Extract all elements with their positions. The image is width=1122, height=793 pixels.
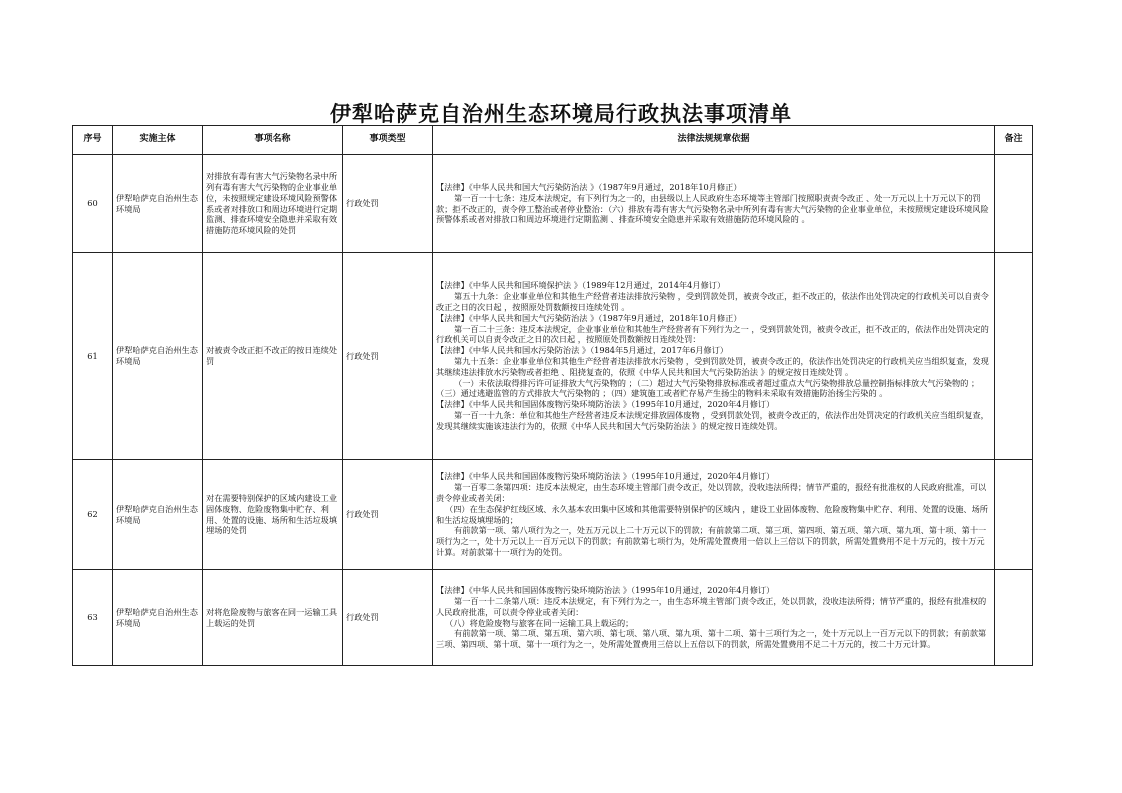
basis-article: 第九十五条：企业事业单位和其他生产经营者违法排放水污染物 ，受到罚款处罚，被责令改正的，依法作出处罚决定的行政机关应当组织复查，发现其继续违法排放水污染物或者拒绝 、阻挠复查的，依照《中华人民共和国大气污染防治法 》的规定按日连续处罚 。 — [436, 356, 989, 377]
row-type: 行政处罚 — [343, 155, 433, 253]
row-seq: 61 — [73, 253, 113, 460]
table-row — [73, 155, 1033, 253]
basis-article: 第一百一十二条第八项：违反本法规定，有下列行为之一，由生态环境主管部门责令改正，处以罚款，没收违法所得；情节严重的，报经有批准权的人民政府批准，可以责令停业或者关闭： — [436, 595, 987, 617]
table-row — [73, 460, 1033, 570]
table-row — [73, 570, 1033, 666]
row-name: 对被责令改正拒不改正的按日连续处罚 — [203, 253, 343, 460]
row-basis — [433, 460, 995, 570]
row-basis — [433, 570, 995, 666]
row-basis — [433, 253, 995, 460]
basis-article: 第五十九条：企业事业单位和其他生产经营者违法排放污染物 ，受到罚款处罚，被责令改正，拒不改正的，依法作出处罚决定的行政机关可以自责令改正之日的次日起 ，按照原处罚数额按日连续处罚 。 — [436, 291, 989, 312]
row-note — [995, 155, 1033, 253]
basis-law-header: 【法律】《中华人民共和国固体废物污染环境防治法 》（1995年10月通过，2020年4月修订） — [436, 585, 775, 596]
table-row — [73, 253, 1033, 460]
basis-law-header: 【法律】《中华人民共和国水污染防治法 》（1984年5月通过，2017年6月修订） — [436, 345, 729, 356]
row-name: 对将危险废物与旅客在同一运输工具上载运的处罚 — [203, 570, 343, 666]
basis-penalty: 有前款第一项、第八项行为之一，处五万元以上二十万元以下的罚款；有前款第二项、第三项、第四项、第五项、第六项、第九项、第十项、第十一项行为之一，处十万元以上一百万元以下的罚款；有前款第七项行为，处所需处置费用一倍以上三倍以下的罚款，所需处置费用不足十万元的，按十万元计算。对前款第十一项行为的处罚。 — [436, 525, 987, 557]
row-entity: 伊犁哈萨克自治州生态环境局 — [113, 570, 203, 666]
basis-law-header: 【法律】《中华人民共和国环境保护法 》（1989年12月通过，2014年4月修订） — [436, 280, 726, 291]
row-seq: 62 — [73, 460, 113, 570]
basis-law-header: 【法律】《中华人民共和国固体废物污染环境防治法 》（1995年10月通过，2020年4月修订） — [436, 471, 775, 482]
row-note — [995, 570, 1033, 666]
header-name: 事项名称 — [203, 126, 343, 155]
row-note — [995, 253, 1033, 460]
basis-article: 第一百零二条第四项：违反本法规定，由生态环境主管部门责令改正，处以罚款，没收违法所得；情节严重的，报经有批准权的人民政府批准，可以责令停业或者关闭： — [436, 482, 987, 503]
header-type: 事项类型 — [343, 126, 433, 155]
basis-penalty: 有前款第一项、第二项、第五项、第六项、第七项、第八项、第九项、第十二项、第十三项行为之一，处十万元以上一百万元以下的罚款；有前款第三项、第四项、第十项、第十一项行为之一，处所需处置费用三倍以上五倍以下的罚款，所需处置费用不足二十万元的，按二十万元计算。 — [436, 628, 987, 650]
basis-clause: （四）在生态保护红线区域、永久基本农田集中区域和其他需要特别保护的区域内 ，建设工业固体废物、危险废物集中贮存、利用、处置的设施、场所和生活垃圾填埋场的； — [436, 503, 988, 525]
page-title: 伊犁哈萨克自治州生态环境局行政执法事项清单 — [330, 101, 792, 126]
row-type: 行政处罚 — [343, 570, 433, 666]
header-note: 备注 — [995, 126, 1033, 155]
basis-article: 第一百一十九条：单位和其他生产经营者违反本法规定排放固体废物 ，受到罚款处罚，被责令改正的，依法作出处罚决定的行政机关应当组织复查，发现其继续实施该违法行为的，依照《中华人民共和国大气污染防治法 》的规定按日连续处罚。 — [436, 410, 989, 431]
row-name: 对排放有毒有害大气污染物名录中所列有毒有害大气污染物的企业事业单位，未按照规定建设环境风险预警体系或者对排放口和周边环境进行定期监测、排查环境安全隐患并采取有效措施防范环境风险的处罚 — [203, 155, 343, 253]
row-name: 对在需要特别保护的区域内建设工业固体废物、危险废物集中贮存、利用、处置的设施、场所和生活垃圾填埋场的处罚 — [203, 460, 343, 570]
header-entity: 实施主体 — [113, 126, 203, 155]
row-note — [995, 460, 1033, 570]
row-type: 行政处罚 — [343, 460, 433, 570]
basis-law-header: 【法律】《中华人民共和国大气污染防治法 》（1987年9月通过，2018年10月修正） — [436, 181, 742, 192]
row-seq: 63 — [73, 570, 113, 666]
basis-clause: （八）将危险废物与旅客在同一运输工具上载运的； — [445, 617, 634, 628]
row-entity: 伊犁哈萨克自治州生态环境局 — [113, 155, 203, 253]
enforcement-table — [72, 125, 1033, 666]
basis-article: 第一百二十三条：违反本法规定，企业事业单位和其他生产经营者有下列行为之一 ，受到罚款处罚，被责令改正，拒不改正的，依法作出处罚决定的行政机关可以自责令改正之日的次日起 ，按照原处罚数额按日连续处罚： — [436, 323, 989, 345]
header-seq: 序号 — [73, 126, 113, 155]
basis-law-header: 【法律】《中华人民共和国固体废物污染环境防治法 》（1995年10月通过，2020年4月修订） — [436, 399, 775, 410]
basis-clause: （一）未依法取得排污许可证排放大气污染物的 ；（二）超过大气污染物排放标准或者超过重点大气污染物排放总量控制指标排放大气污染物的 ；（三）通过逃避监管的方式排放大气污染物的 ；（四）建筑施工或者贮存易产生扬尘的物料未采取有效措施防治扬尘污染的 。 — [436, 377, 980, 399]
row-entity: 伊犁哈萨克自治州生态环境局 — [113, 253, 203, 460]
basis-article: 第一百一十七条：违反本法规定，有下列行为之一的，由县级以上人民政府生态环境等主管部门按照职责责令改正 、处一万元以上十万元以下的罚款；拒不改正的，责令停工整治或者停业整治：（六）排放有毒有害大气污染物名录中所列有毒有害大气污染物的企业事业单位，未按照规定建设环境风险预警体系或者对排放口和周边环境进行定期监测 、排查环境安全隐患并采取有效措施防范环境风险的 。 — [436, 192, 989, 225]
row-type: 行政处罚 — [343, 253, 433, 460]
basis-law-header: 【法律】《中华人民共和国大气污染防治法 》（1987年9月通过，2018年10月修正） — [436, 312, 742, 323]
row-basis — [433, 155, 995, 253]
row-entity: 伊犁哈萨克自治州生态环境局 — [113, 460, 203, 570]
header-basis: 法律法规规章依据 — [433, 126, 995, 155]
table-header-row — [73, 126, 1033, 155]
row-seq: 60 — [73, 155, 113, 253]
